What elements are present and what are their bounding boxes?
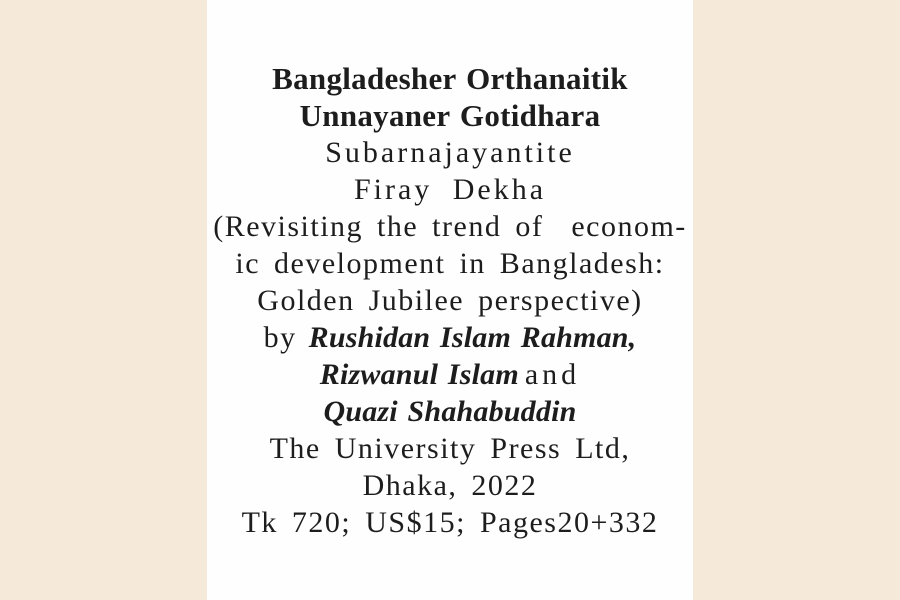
author-name-1: Rushidan Islam Rahman, [308, 321, 637, 354]
place-year-line: Dhaka, 2022 [362, 469, 538, 502]
book-review-panel [207, 0, 693, 600]
translated-title-line-2: ic development in Bangladesh: [235, 247, 665, 280]
translated-title-line-3: Golden Jubilee perspective) [257, 284, 643, 317]
byline-conjunction: and [524, 358, 581, 391]
price-pages-line: Tk 720; US$15; Pages20+332 [241, 506, 659, 539]
byline-line-2 [207, 356, 693, 393]
byline-prefix: by [263, 321, 297, 354]
book-subtitle-line-1: Subarnajayantite [325, 136, 575, 169]
book-title-line-1: Bangladesher Orthanaitik [272, 61, 628, 96]
translated-title-line-1: (Revisiting the trend of econom- [213, 210, 687, 243]
publisher-line: The University Press Ltd, [269, 432, 631, 465]
book-title-line-2: Unnayaner Gotidhara [299, 98, 601, 133]
byline-line-3 [207, 393, 693, 430]
byline-line-1 [207, 319, 693, 356]
book-subtitle-line-2: Firay Dekha [353, 173, 547, 206]
author-name-2: Rizwanul Islam [319, 358, 519, 391]
author-name-3: Quazi Shahabuddin [323, 395, 577, 428]
